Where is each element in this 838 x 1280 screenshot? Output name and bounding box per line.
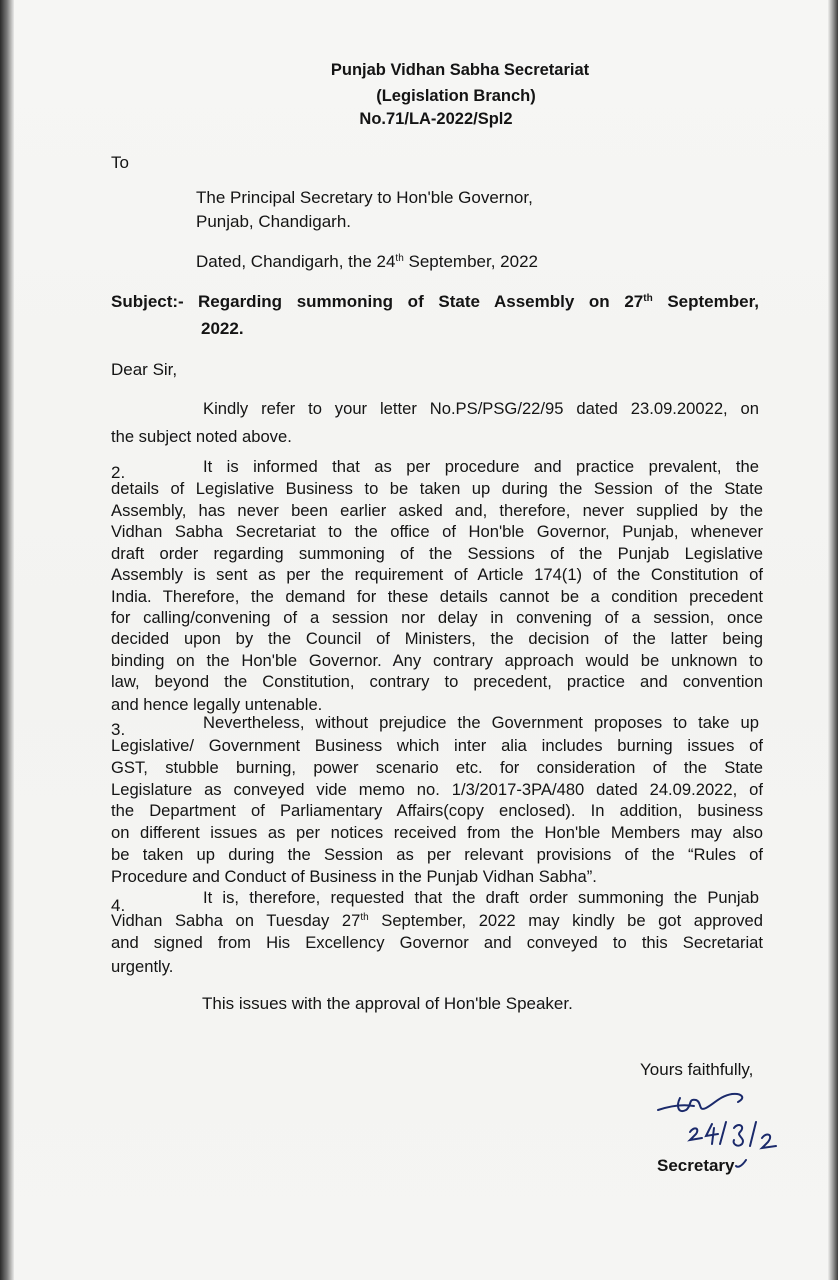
date-prefix: Dated, Chandigarh, the 24 <box>196 252 396 271</box>
para3-line: on different issues as per notices received from the Hon'ble Members may also <box>111 823 763 842</box>
scan-edge-right <box>828 0 838 1280</box>
approval-note: This issues with the approval of Hon'ble Speaker. <box>202 994 573 1013</box>
para4-line-2 <box>111 910 763 932</box>
para2-line: Assembly is sent as per the requirement of Article 174(1) of the Constitution of <box>111 565 763 584</box>
subject-prefix: Regarding summoning of State Assembly on 27 <box>198 292 644 311</box>
para2-line: for calling/convening of a session nor delay in convening of a session, once <box>111 608 763 627</box>
date-sup: th <box>395 253 404 264</box>
para2-line: decided upon by the Council of Ministers, the decision of the latter being <box>111 629 763 648</box>
para3-line: be taken up during the Session as per relevant provisions of the “Rules of <box>111 845 763 864</box>
subject-sup: th <box>643 293 653 304</box>
para2-line: and hence legally untenable. <box>111 695 323 714</box>
para3-line: Nevertheless, without prejudice the Government proposes to take up <box>203 713 759 732</box>
date-suffix: September, 2022 <box>403 252 538 271</box>
para2-line: details of Legislative Business to be taken up during the Session of the State <box>111 479 763 498</box>
to-label: To <box>111 153 129 172</box>
para3-number: 3. <box>111 720 126 739</box>
designation: Secretary <box>657 1156 735 1175</box>
closing: Yours faithfully, <box>640 1060 754 1079</box>
subject-line-1 <box>198 292 759 312</box>
para1-line-2: the subject noted above. <box>111 427 292 446</box>
recipient-line-1: The Principal Secretary to Hon'ble Governor, <box>196 188 533 207</box>
para2-line: Vidhan Sabha Secretariat to the office of Hon'ble Governor, Punjab, whenever <box>111 522 763 541</box>
para2-line: binding on the Hon'ble Governor. Any contrary approach would be unknown to <box>111 651 763 670</box>
para4-line-4: urgently. <box>111 957 174 976</box>
para2-line: draft order regarding summoning of the Sessions of the Punjab Legislative <box>111 544 763 563</box>
para4-line-3: and signed from His Excellency Governor and conveyed to this Secretariat <box>111 933 763 952</box>
para3-line: Procedure and Conduct of Business in the Punjab Vidhan Sabha”. <box>111 867 597 886</box>
para2-line: India. Therefore, the demand for these details cannot be a condition precedent <box>111 587 763 606</box>
header-letter-number: No.71/LA-2022/Spl2 <box>359 110 513 128</box>
para4-line-1: It is, therefore, requested that the draft order summoning the Punjab <box>203 888 759 907</box>
subject-suffix: September, <box>652 292 759 311</box>
para2-line: Assembly, has never been earlier asked and, therefore, never supplied by the <box>111 501 763 520</box>
header-branch: (Legislation Branch) <box>376 87 536 105</box>
recipient-line-2: Punjab, Chandigarh. <box>196 212 352 231</box>
date-line <box>196 252 538 272</box>
para2-line: It is informed that as per procedure and practice prevalent, the <box>203 457 759 476</box>
header-office: Punjab Vidhan Sabha Secretariat <box>330 61 590 79</box>
para2-number: 2. <box>111 463 126 482</box>
subject-label: Subject:- <box>111 292 184 311</box>
salutation: Dear Sir, <box>111 360 178 379</box>
para4-line2-prefix: Vidhan Sabha on Tuesday 27 <box>111 911 361 930</box>
para3-line: Legislature as conveyed vide memo no. 1/3/2017-3PA/480 dated 24.09.2022, of <box>111 780 763 799</box>
subject-line-2: 2022. <box>201 319 244 338</box>
para1-line-1: Kindly refer to your letter No.PS/PSG/22/95 dated 23.09.20022, on <box>203 399 759 418</box>
scan-edge-left <box>0 0 14 1280</box>
para2-line: law, beyond the Constitution, contrary to precedent, practice and convention <box>111 672 763 691</box>
para3-line: the Department of Parliamentary Affairs(copy enclosed). In addition, business <box>111 801 763 820</box>
para4-number: 4. <box>111 896 126 915</box>
para3-line: Legislative/ Government Business which inter alia includes burning issues of <box>111 736 763 755</box>
para4-line2-suffix: September, 2022 may kindly be got approved <box>368 911 764 930</box>
para3-line: GST, stubble burning, power scenario etc. for consideration of the State <box>111 758 763 777</box>
para4-sup: th <box>360 912 369 923</box>
